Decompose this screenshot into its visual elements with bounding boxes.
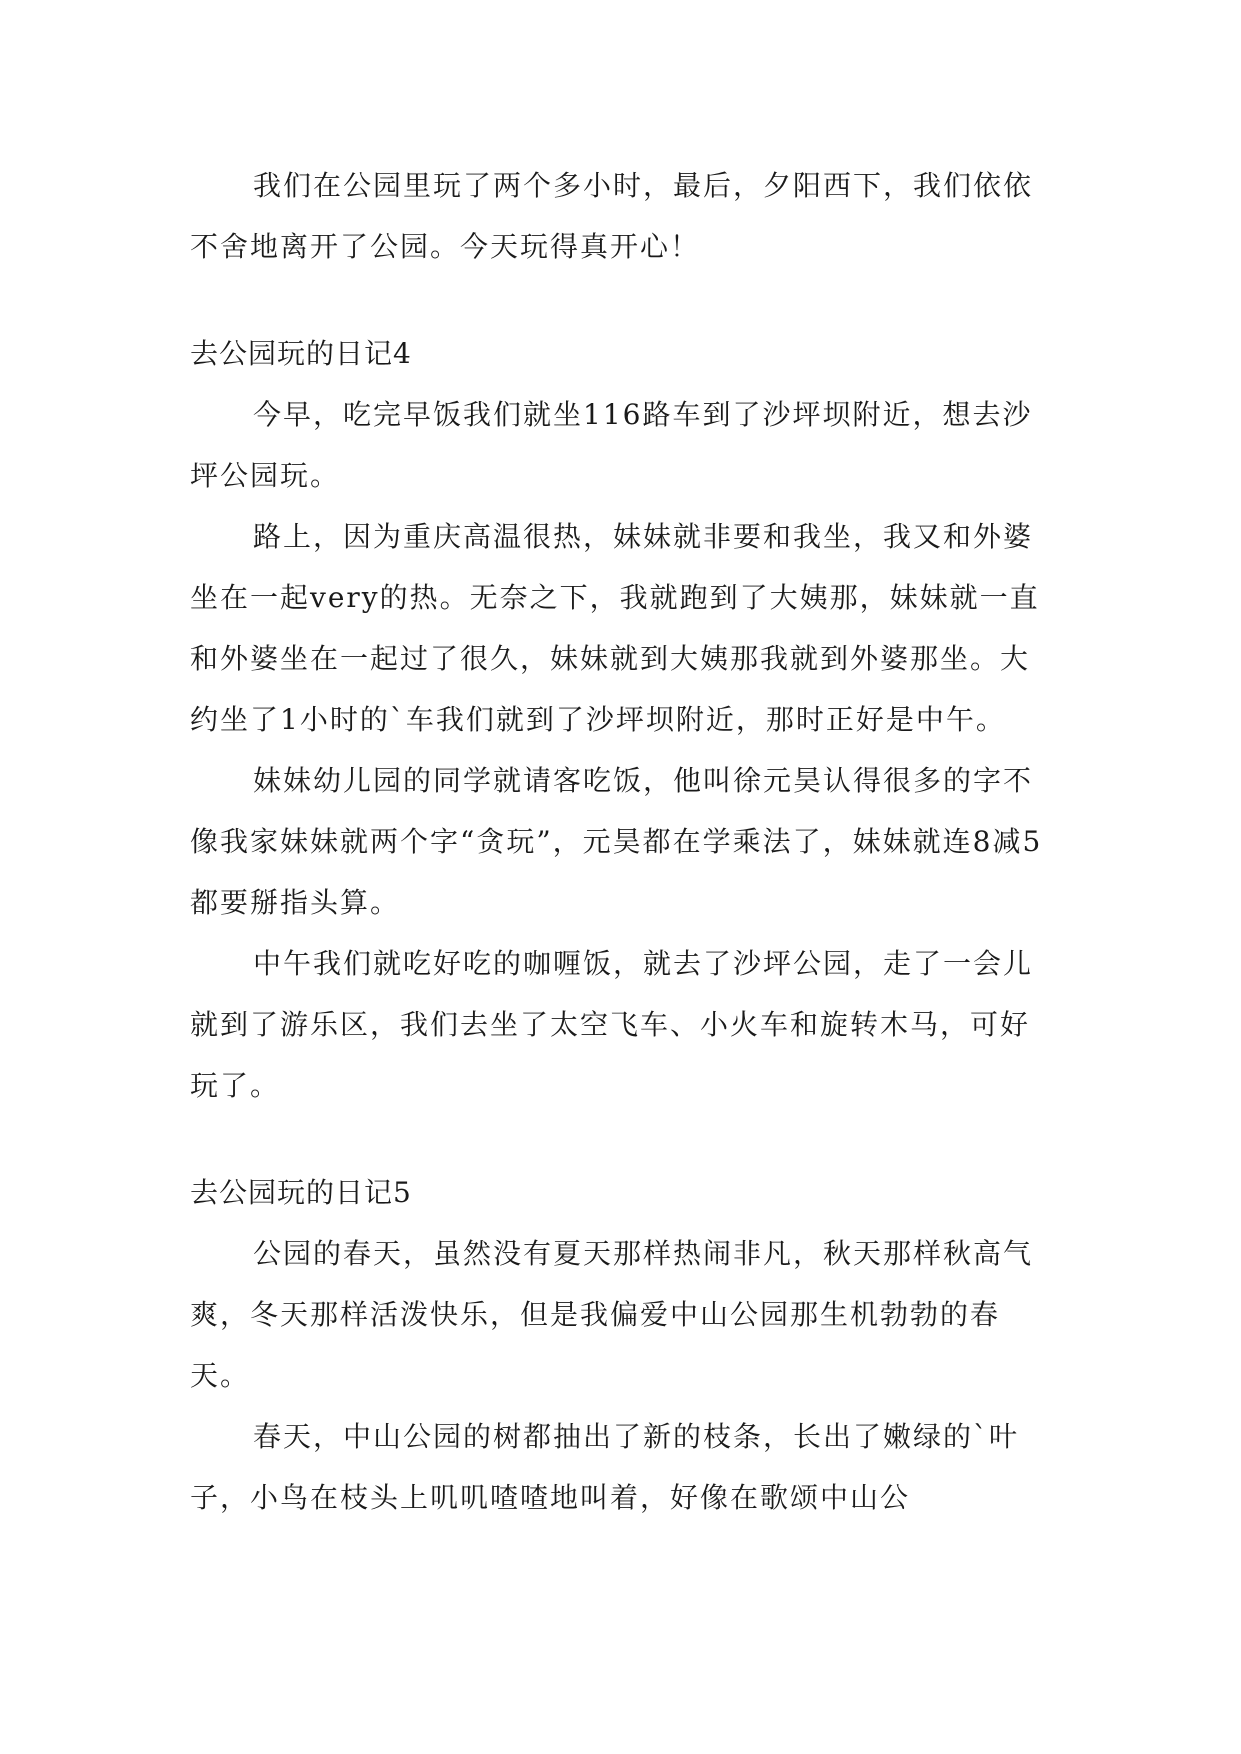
document-body	[190, 155, 1050, 1528]
section-gap	[190, 277, 1050, 323]
diary-4-title: 去公园玩的日记4	[190, 337, 412, 370]
paragraph: 今早，吃完早饭我们就坐116路车到了沙坪坝附近，想去沙坪公园玩。	[190, 398, 1033, 492]
paragraph: 妹妹幼儿园的同学就请客吃饭，他叫徐元昊认得很多的字不像我家妹妹就两个字“贪玩”，元昊都在学乘法了，妹妹就连8减5都要掰指头算。	[190, 764, 1043, 919]
paragraph: 春天，中山公园的树都抽出了新的枝条，长出了嫩绿的`叶子，小鸟在枝头上叽叽喳喳地叫着，好像在歌颂中山公	[190, 1420, 1020, 1514]
diary-5-title: 去公园玩的日记5	[190, 1176, 412, 1209]
paragraph: 路上，因为重庆高温很热，妹妹就非要和我坐，我又和外婆坐在一起very的热。无奈之下，我就跑到了大姨那，妹妹就一直和外婆坐在一起过了很久，妹妹就到大姨那我就到外婆那坐。大约坐了1小时的`车我们就到了沙坪坝附近，那时正好是中午。	[190, 520, 1040, 736]
section-gap	[190, 1116, 1050, 1162]
paragraph: 公园的春天，虽然没有夏天那样热闹非凡，秋天那样秋高气爽，冬天那样活泼快乐，但是我偏爱中山公园那生机勃勃的春天。	[190, 1237, 1034, 1392]
paragraph: 我们在公园里玩了两个多小时，最后，夕阳西下，我们依依不舍地离开了公园。今天玩得真开心！	[190, 169, 1034, 263]
paragraph: 中午我们就吃好吃的咖喱饭，就去了沙坪公园，走了一会儿就到了游乐区，我们去坐了太空飞车、小火车和旋转木马，可好玩了。	[190, 947, 1034, 1102]
